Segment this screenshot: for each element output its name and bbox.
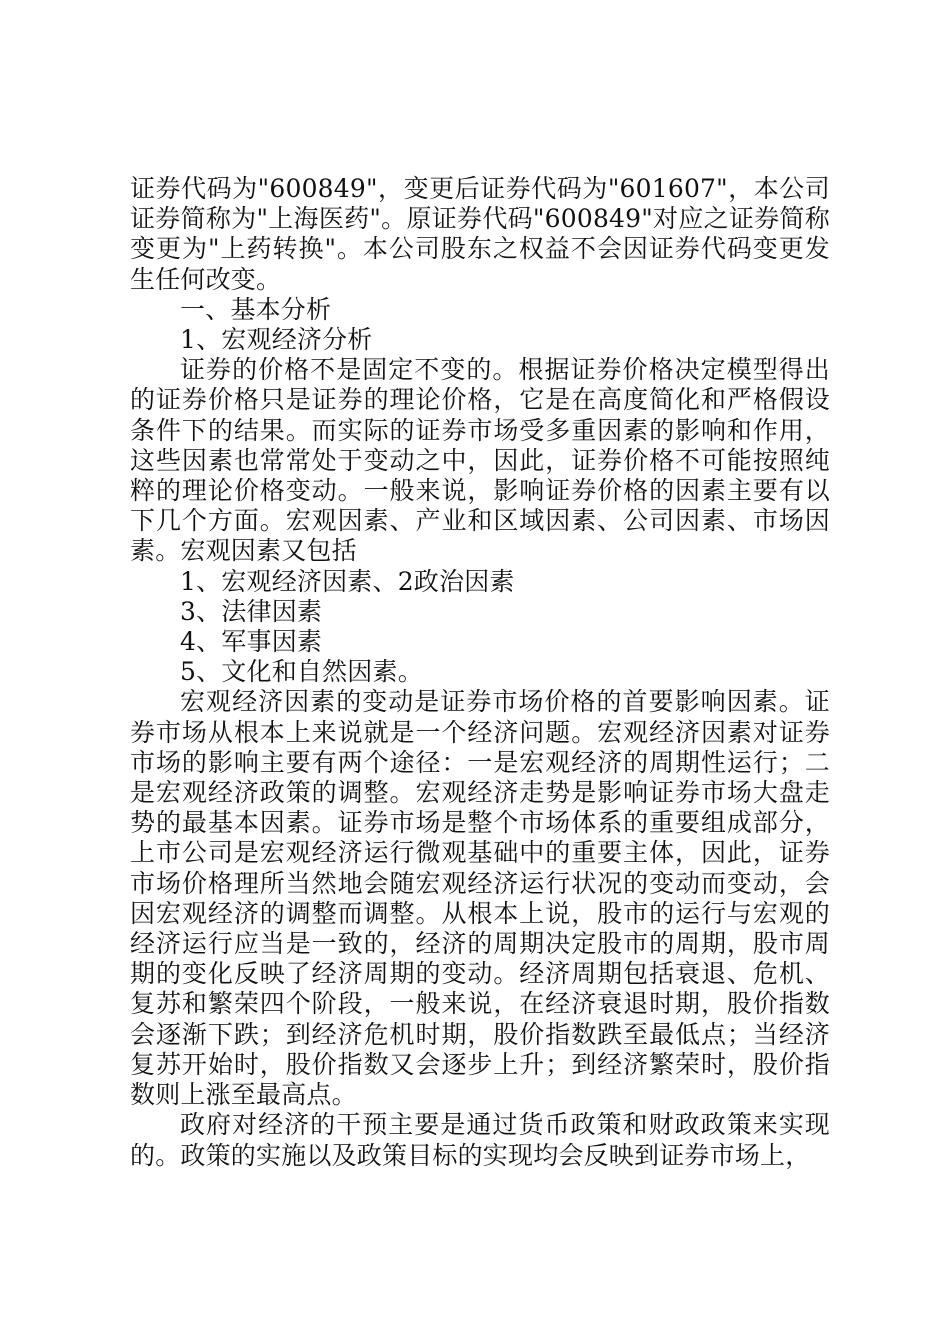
paragraph-government-intervention: 政府对经济的干预主要是通过货币政策和财政政策来实现的。政策的实施以及政策目标的实现均会反映到证券市场上， <box>130 1110 830 1170</box>
list-item-factor-5: 5、文化和自然因素。 <box>180 657 423 687</box>
list-item-factor-1-2: 1、宏观经济因素、2政治因素 <box>180 566 515 596</box>
heading-basic-analysis: 一、基本分析 <box>180 294 332 324</box>
document-body <box>130 174 830 1171</box>
heading-macro-economic-analysis: 1、宏观经济分析 <box>180 325 373 355</box>
paragraph-macro-factors: 宏观经济因素的变动是证券市场价格的首要影响因素。证券市场从根本上来说就是一个经济问题。宏观经济因素对证券市场的影响主要有两个途径：一是宏观经济的周期性运行；二是宏观经济政策的调整。宏观经济走势是影响证券市场大盘走势的最基本因素。证券市场是整个市场体系的重要组成部分，上市公司是宏观经济运行微观基础中的重要主体，因此，证券市场价格理所当然地会随宏观经济运行状况的变动而变动，会因宏观经济的调整而调整。从根本上说，股市的运行与宏观的经济运行应当是一致的，经济的周期决定股市的周期，股市周期的变化反映了经济周期的变动。经济周期包括衰退、危机、复苏和繁荣四个阶段，一般来说，在经济衰退时期，股价指数会逐渐下跌；到经济危机时期，股价指数跌至最低点；当经济复苏开始时，股价指数又会逐步上升；到经济繁荣时，股价指数则上涨至最高点。 <box>130 687 830 1110</box>
list-item-factor-3: 3、法律因素 <box>180 596 323 626</box>
paragraph-price-factors: 证券的价格不是固定不变的。根据证券价格决定模型得出的证券价格只是证券的理论价格，它是在高度简化和严格假设条件下的结果。而实际的证券市场受多重因素的影响和作用，这些因素也常常处于变动之中，因此，证券价格不可能按照纯粹的理论价格变动。一般来说，影响证券价格的因素主要有以下几个方面。宏观因素、产业和区域因素、公司因素、市场因素。宏观因素又包括 <box>130 355 830 566</box>
list-item-factor-4: 4、军事因素 <box>180 627 323 657</box>
paragraph-securities-code-change: 证券代码为"600849"，变更后证券代码为"601607"，本公司证券简称为"上海医药"。原证券代码"600849"对应之证券简称变更为"上药转换"。本公司股东之权益不会因证券代码变更发生任何改变。 <box>130 174 830 294</box>
